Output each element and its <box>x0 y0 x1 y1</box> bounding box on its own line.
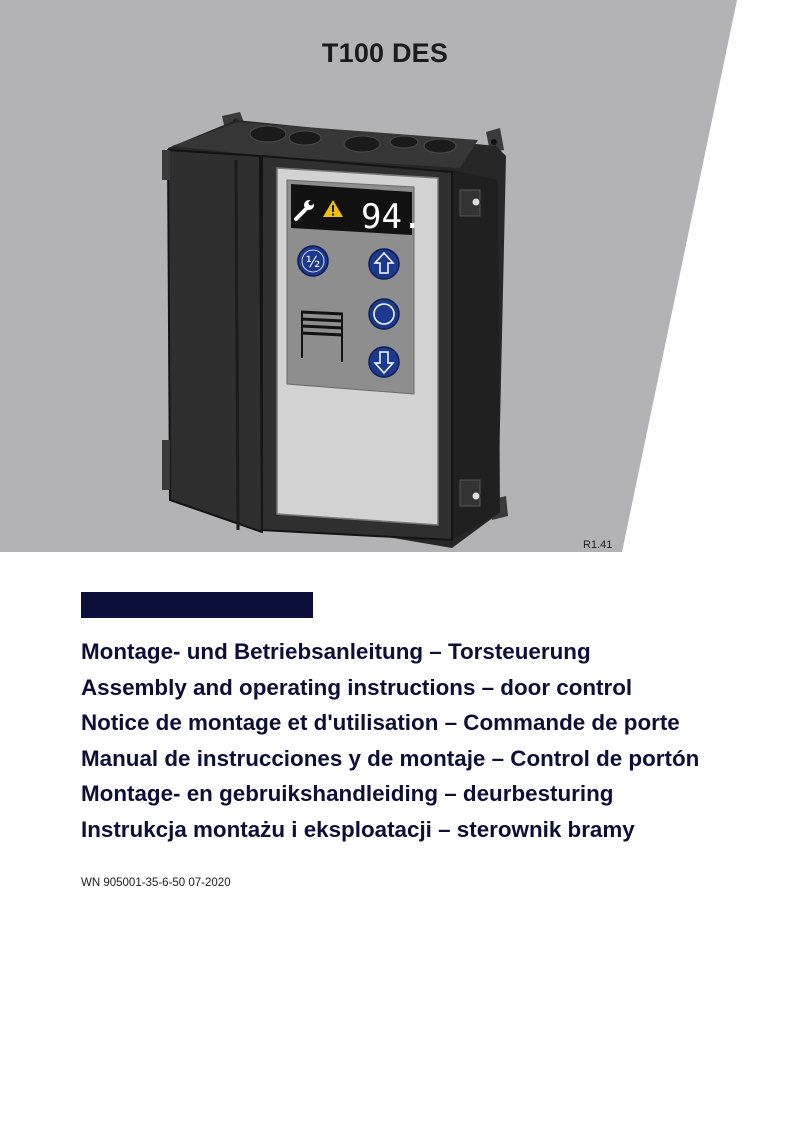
title-pl: Instrukcja montażu i eksploatacji – sterownik bramy <box>81 816 635 842</box>
revision-label: R1.41 <box>583 539 613 551</box>
model-title: T100 DES <box>321 38 449 68</box>
title-nl: Montage- en gebruikshandleiding – deurbesturing <box>81 781 614 807</box>
title-fr: Notice de montage et d'utilisation – Commande de porte <box>81 710 680 736</box>
half-open-button[interactable] <box>298 246 328 276</box>
manual-titles <box>81 634 699 848</box>
svg-text:½: ½ <box>305 253 321 271</box>
title-es: Manual de instrucciones y de montaje – Control de portón <box>81 745 700 771</box>
cover-hero <box>0 0 800 552</box>
open-button[interactable] <box>369 249 399 279</box>
device-illustration <box>0 0 800 552</box>
close-button[interactable] <box>369 347 399 377</box>
display-readout: 94. <box>361 197 423 237</box>
document-number: WN 905001-35-6-50 07-2020 <box>81 877 231 889</box>
title-en: Assembly and operating instructions – door control <box>81 674 633 700</box>
title-de: Montage- und Betriebsanleitung – Torsteuerung <box>81 639 591 664</box>
brand-bar <box>81 592 313 618</box>
stop-button[interactable] <box>369 299 399 329</box>
